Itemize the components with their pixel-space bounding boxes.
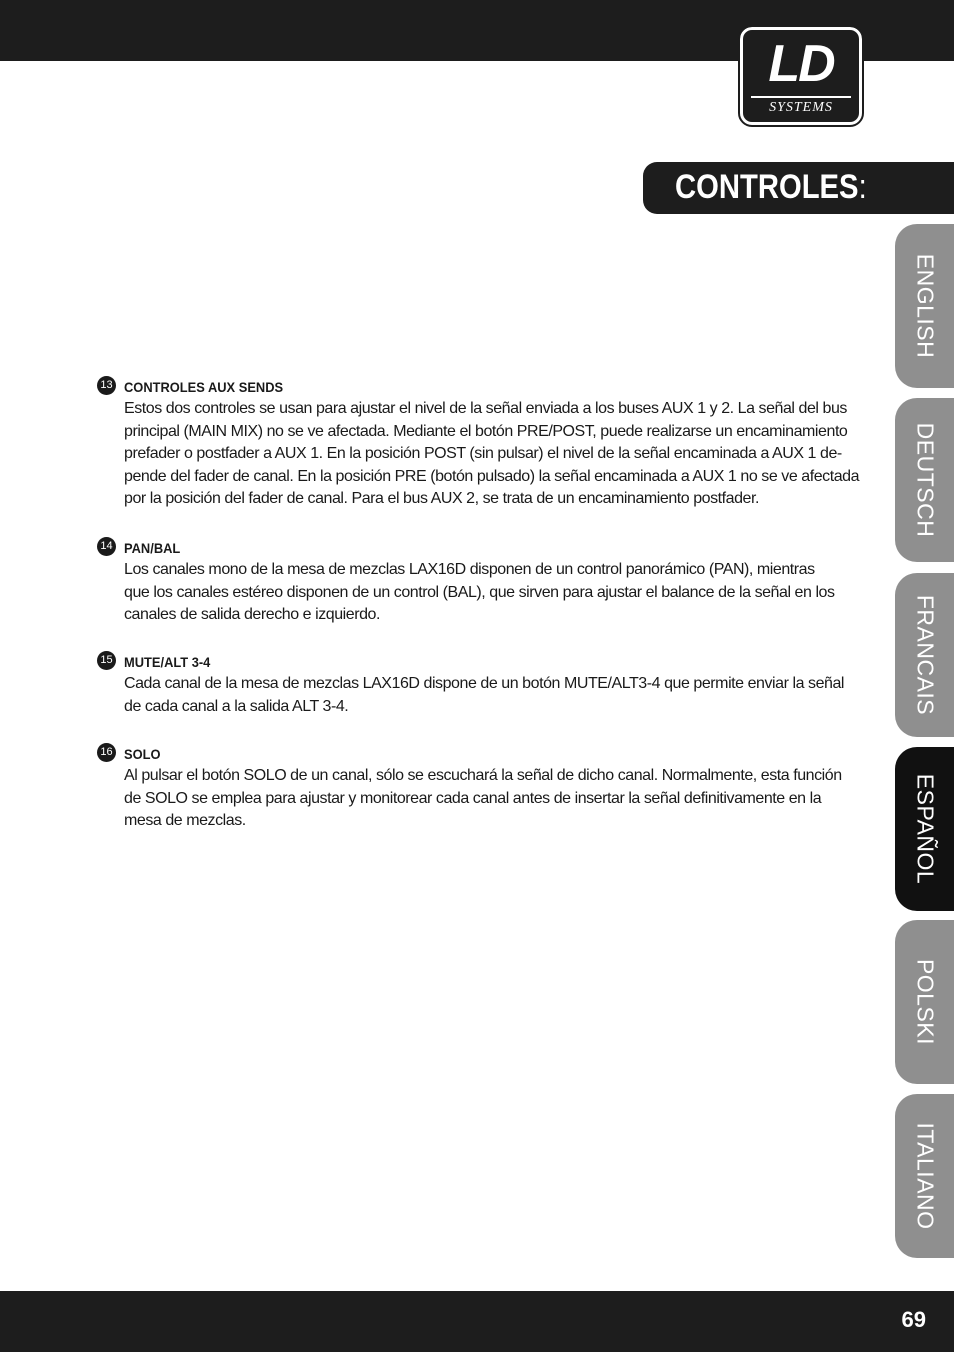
tab-espanol[interactable] — [895, 747, 954, 911]
body-line: de SOLO se emplea para ajustar y monitorear cada canal antes de insertar la señal definitivamente en la — [124, 789, 822, 807]
section-title-text: CONTROLES — [675, 168, 859, 206]
body-line: prefader o postfader a AUX 1. En la posición POST (sin pulsar) el nivel de la señal encaminada a AUX 1 de- — [124, 445, 842, 463]
section-title-colon: : — [858, 168, 867, 206]
bottom-bar — [0, 1291, 954, 1352]
item-body — [124, 765, 857, 833]
logo-systems-text: SYSTEMS — [751, 96, 851, 118]
tab-francais-label: FRANCAIS — [912, 594, 938, 716]
item-heading: CONTROLES AUX SENDS — [124, 379, 284, 395]
body-line: principal (MAIN MIX) no se ve afectada. Mediante el botón PRE/POST, puede realizarse un encaminamiento — [124, 422, 848, 440]
item-heading: PAN/BAL — [124, 540, 181, 556]
body-line: canales de salida derecho e izquierdo. — [124, 606, 380, 624]
section-aux-sends — [97, 376, 860, 511]
body-line: Estos dos controles se usan para ajustar el nivel de la señal enviada a los buses AUX 1 y 2. La señal del bus — [124, 400, 847, 417]
tab-polski-label: POLSKI — [912, 958, 938, 1046]
logo-ld-text: LD — [768, 35, 834, 93]
body-line: que los canales estéreo disponen de un control (BAL), que sirven para ajustar el balance de la señal en los — [124, 583, 835, 601]
tab-english[interactable] — [895, 224, 954, 388]
section-title-banner — [643, 162, 954, 214]
item-number-badge: 14 — [97, 537, 116, 556]
tab-italiano-label: ITALIANO — [912, 1122, 938, 1230]
item-number-badge: 15 — [97, 651, 116, 670]
body-line: pende del fader de canal. En la posición PRE (botón pulsado) la señal encaminada a AUX 1 no se ve afectada — [124, 467, 860, 485]
body-line: Los canales mono de la mesa de mezclas LAX16D disponen de un control panorámico (PAN), mientras — [124, 561, 815, 578]
section-pan-bal — [97, 537, 857, 627]
item-body — [124, 673, 857, 718]
section-mute-alt — [97, 651, 857, 718]
tab-english-label: ENGLISH — [912, 253, 938, 359]
section-title — [675, 168, 867, 207]
item-body — [124, 559, 857, 627]
body-line: de cada canal a la salida ALT 3-4. — [124, 697, 349, 715]
tab-italiano[interactable] — [895, 1094, 954, 1258]
body-line: Al pulsar el botón SOLO de un canal, sólo se escuchará la señal de dicho canal. Normalmente, esta función — [124, 767, 842, 784]
item-number-badge: 16 — [97, 743, 116, 762]
body-line: mesa de mezclas. — [124, 812, 246, 830]
tab-espanol-label: ESPAÑOL — [912, 773, 938, 885]
tab-deutsch[interactable] — [895, 398, 954, 562]
item-heading: SOLO — [124, 746, 161, 762]
body-line: por la posición del fader de canal. Para el bus AUX 2, se trata de un encaminamiento postfader. — [124, 490, 760, 508]
tab-polski[interactable] — [895, 920, 954, 1084]
item-body — [124, 398, 860, 511]
tab-deutsch-label: DEUTSCH — [912, 422, 938, 538]
item-heading: MUTE/ALT 3-4 — [124, 654, 211, 670]
ld-systems-logo — [740, 27, 862, 125]
tab-francais[interactable] — [895, 573, 954, 737]
item-number-badge: 13 — [97, 376, 116, 395]
body-line: Cada canal de la mesa de mezclas LAX16D dispone de un botón MUTE/ALT3-4 que permite enviar la señal — [124, 675, 845, 692]
section-solo — [97, 743, 857, 833]
page-number: 69 — [901, 1307, 926, 1332]
